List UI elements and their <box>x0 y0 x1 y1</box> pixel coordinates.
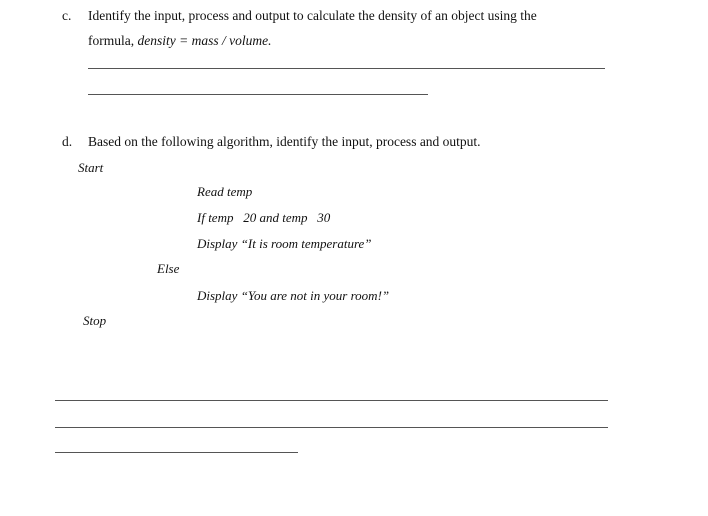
answer-line-d-1 <box>55 400 608 401</box>
question-c-formula: density = mass / volume. <box>137 33 272 48</box>
algorithm-stop: Stop <box>83 313 107 328</box>
algorithm-display-true: Display “It is room temperature” <box>197 236 372 251</box>
algorithm-read: Read temp <box>197 184 253 199</box>
algorithm-display-false: Display “You are not in your room!” <box>197 288 390 303</box>
answer-line-d-3 <box>55 452 298 453</box>
answer-line-c-2 <box>88 94 428 95</box>
algorithm-else: Else <box>157 261 180 276</box>
question-c-text-line1: Identify the input, process and output to calculate the density of an object using the <box>88 8 537 23</box>
algorithm-start: Start <box>78 160 104 175</box>
question-d-text: Based on the following algorithm, identify the input, process and output. <box>88 134 481 149</box>
algorithm-if: If temp 20 and temp 30 <box>197 210 331 225</box>
question-d-label: d. <box>62 134 73 149</box>
question-c-formula-prefix: formula, <box>88 33 135 48</box>
answer-line-d-2 <box>55 427 608 428</box>
question-c-text-line2 <box>88 33 271 49</box>
question-c-label: c. <box>62 8 72 23</box>
answer-line-c-1 <box>88 68 605 69</box>
